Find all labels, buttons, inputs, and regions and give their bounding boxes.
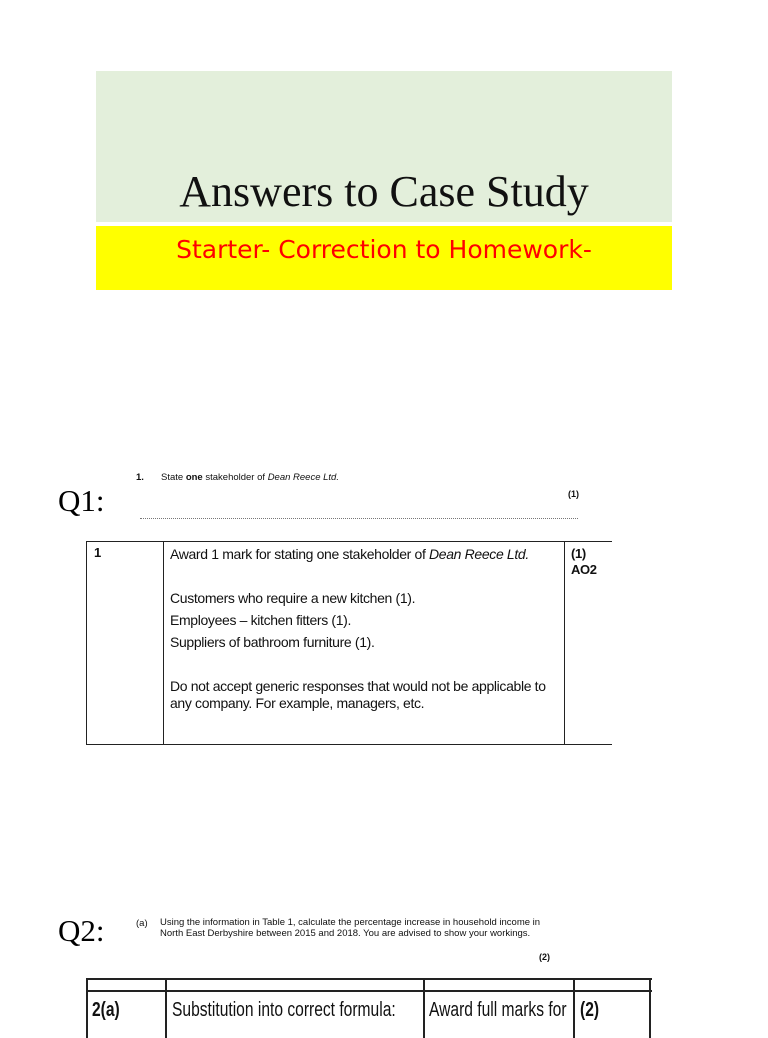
list-item: Suppliers of bathroom furniture (1). (170, 634, 375, 650)
table-rule (86, 978, 88, 1038)
table-rule (86, 978, 652, 980)
q1-mark-scheme-table (86, 541, 612, 745)
table-rule (423, 978, 425, 1038)
q1-number: 1. (136, 472, 144, 483)
q1-question: State one stakeholder of Dean Reece Ltd. (161, 472, 339, 483)
table-rule (573, 978, 575, 1038)
q2-part: (a) (136, 918, 148, 929)
table-rule (86, 541, 612, 542)
subtitle-band (96, 226, 672, 290)
ms2-question-number: 2(a) (92, 999, 120, 1021)
ms2-award: Award full marks for (429, 999, 567, 1021)
ms-award-text: Award 1 mark for stating one stakeholder of Dean Reece Ltd. (170, 546, 529, 562)
ms2-mark: (2) (580, 999, 600, 1021)
table-rule (649, 978, 651, 1038)
ms-mark: (1) AO2 (571, 546, 597, 577)
table-rule (86, 541, 87, 745)
table-rule (86, 990, 652, 992)
q2-mark-scheme-table (86, 978, 652, 1038)
list-item: Customers who require a new kitchen (1). (170, 590, 416, 606)
ms-question-number: 1 (94, 545, 101, 560)
table-rule (165, 978, 167, 1038)
q2-marks: (2) (539, 952, 550, 962)
q1-label: Q1: (58, 483, 105, 518)
q1-marks: (1) (568, 489, 579, 499)
ms2-substitution: Substitution into correct formula: (172, 999, 396, 1021)
table-rule (86, 744, 612, 745)
table-rule (163, 541, 164, 745)
slide-subtitle: Starter- Correction to Homework- (176, 235, 592, 264)
answer-line (140, 518, 578, 519)
ms-note: Do not accept generic responses that would not be applicable to any company. For example, managers, etc. (170, 678, 546, 711)
ms-answer-list (170, 590, 415, 656)
table-rule (564, 541, 565, 745)
q2-question: Using the information in Table 1, calculate the percentage increase in household income in North East Derbyshire between 2015 and 2018. You are advised to show your workings. (160, 917, 541, 939)
title-band (96, 71, 672, 222)
list-item: Employees – kitchen fitters (1). (170, 612, 351, 628)
q2-label: Q2: (58, 913, 105, 948)
slide-title: Answers to Case Study (179, 167, 589, 216)
